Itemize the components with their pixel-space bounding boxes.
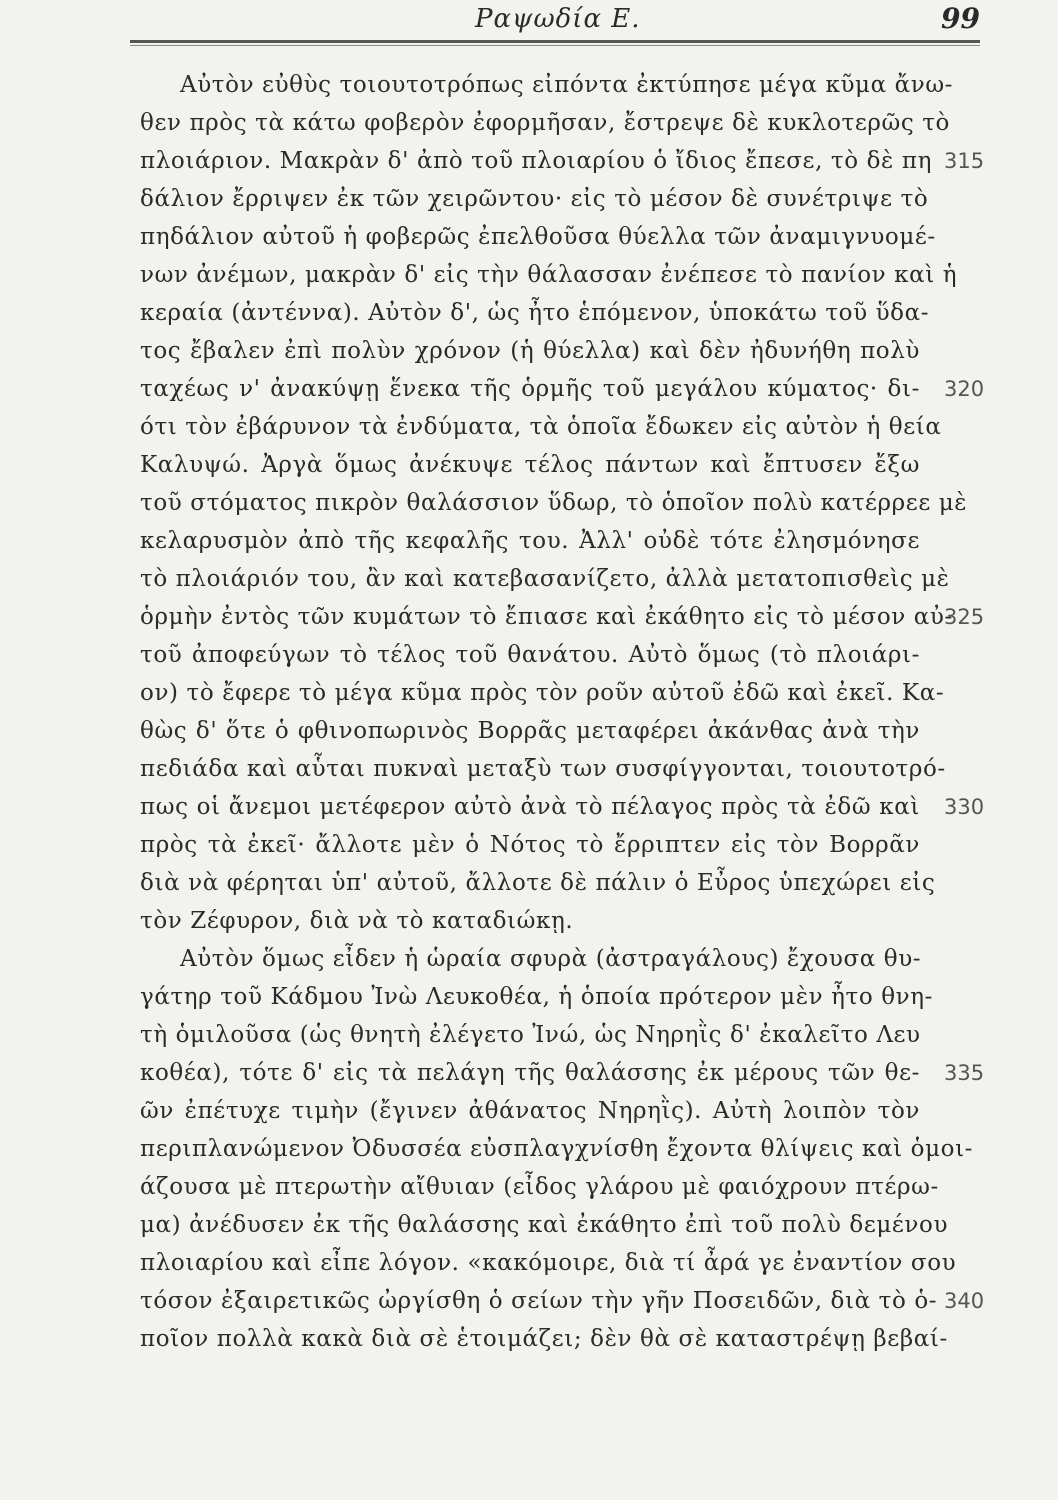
header-rule-thin — [130, 45, 980, 46]
line-number: 340 — [944, 1289, 985, 1313]
text-line: γάτηρ τοῦ Κάδμου Ἰνὼ Λευκοθέα, ἡ ὁποία πρότερον μὲν ἦτο θνη- — [140, 984, 933, 1010]
text-line: πρὸς τὰ ἐκεῖ· ἄλλοτε μὲν ὁ Νότος τὸ ἔρριπτεν εἰς τὸν Βορρᾶν — [140, 832, 920, 858]
line-number: 325 — [944, 605, 985, 629]
text-line: πηδάλιον αὐτοῦ ἡ φοβερῶς ἐπελθοῦσα θύελλα τῶν ἀναμιγνυομέ- — [140, 224, 936, 250]
text-line: ποῖον πολλὰ κακὰ διὰ σὲ ἑτοιμάζει; δὲν θὰ σὲ καταστρέψῃ βεβαί- — [140, 1326, 948, 1352]
text-line: κεραία (ἀντέννα). Αὐτὸν δ', ὡς ἦτο ἑπόμενον, ὑποκάτω τοῦ ὕδα- — [140, 300, 930, 326]
text-line: Αὐτὸν εὐθὺς τοιουτοτρόπως εἰπόντα ἐκτύπησε μέγα κῦμα ἄνω- — [180, 72, 954, 98]
text-line: μα) ἀνέδυσεν ἐκ τῆς θαλάσσης καὶ ἐκάθητο ἐπὶ τοῦ πολὺ δεμένου — [140, 1212, 949, 1238]
text-line: Καλυψώ. Ἀργὰ ὅμως ἀνέκυψε τέλος πάντων καὶ ἔπτυσεν ἔξω — [140, 452, 920, 478]
page-number: 99 — [941, 2, 980, 35]
text-line: τόσον ἐξαιρετικῶς ὠργίσθη ὁ σείων τὴν γῆν Ποσειδῶν, διὰ τὸ ὁ- — [140, 1288, 938, 1314]
line-number: 315 — [944, 149, 985, 173]
text-line: δάλιον ἔρριψεν ἐκ τῶν χειρῶντου· εἰς τὸ μέσον δὲ συνέτριψε τὸ — [140, 186, 929, 212]
text-line: περιπλανώμενον Ὀδυσσέα εὐσπλαγχνίσθη ἔχοντα θλίψεις καὶ ὁμοι- — [140, 1136, 974, 1162]
text-line: πλοιαρίου καὶ εἶπε λόγον. «κακόμοιρε, διὰ τί ἆρά γε ἐναντίον σου — [140, 1250, 957, 1276]
text-line: ὁρμὴν ἐντὸς τῶν κυμάτων τὸ ἔπιασε καὶ ἐκάθητο εἰς τὸ μέσον αὐ- — [140, 604, 953, 630]
text-line: άζουσα μὲ πτερωτὴν αἴθυιαν (εἶδος γλάρου μὲ φαιόχρουν πτέρω- — [140, 1174, 939, 1200]
text-line: κοθέα), τότε δ' εἰς τὰ πελάγη τῆς θαλάσσης ἐκ μέρους τῶν θε- — [140, 1060, 920, 1086]
text-line: Αὐτὸν ὅμως εἶδεν ἡ ὡραία σφυρὰ (ἀστραγάλους) ἔχουσα θυ- — [180, 946, 922, 972]
line-number: 320 — [944, 377, 985, 401]
line-number: 330 — [944, 795, 985, 819]
text-line: πλοιάριον. Μακρὰν δ' ἀπὸ τοῦ πλοιαρίου ὁ ἴδιος ἔπεσε, τὸ δὲ πη — [140, 148, 932, 174]
text-line: τοῦ στόματος πικρὸν θαλάσσιον ὕδωρ, τὸ ὁποῖον πολὺ κατέρρεε μὲ — [140, 490, 968, 516]
text-line: τὸ πλοιάριόν του, ἂν καὶ κατεβασανίζετο, ἀλλὰ μετατοπισθεὶς μὲ — [140, 566, 950, 592]
text-line: ῶν ἐπέτυχε τιμὴν (ἔγινεν ἀθάνατος Νηρηῒς). Αὐτὴ λοιπὸν τὸν — [140, 1098, 920, 1124]
text-line: τοῦ ἀποφεύγων τὸ τέλος τοῦ θανάτου. Αὐτὸ ὅμως (τὸ πλοιάρι- — [140, 642, 920, 668]
line-number: 335 — [944, 1061, 985, 1085]
text-line: θεν πρὸς τὰ κάτω φοβερὸν ἐφορμῆσαν, ἔστρεψε δὲ κυκλοτερῶς τὸ — [140, 110, 951, 136]
text-line: θὼς δ' ὅτε ὁ φθινοπωρινὸς Βορρᾶς μεταφέρει ἀκάνθας ἀνὰ τὴν — [140, 718, 920, 744]
header-rule — [130, 40, 980, 43]
text-line: τος ἔβαλεν ἐπὶ πολὺν χρόνον (ἡ θύελλα) καὶ δὲν ἠδυνήθη πολὺ — [140, 338, 920, 364]
text-line: ταχέως ν' ἀνακύψῃ ἕνεκα τῆς ὁρμῆς τοῦ μεγάλου κύματος· δι- — [140, 376, 920, 402]
text-line: ότι τὸν ἐβάρυνον τὰ ἐνδύματα, τὰ ὁποῖα ἔδωκεν εἰς αὐτὸν ἡ θεία — [140, 414, 942, 440]
text-line: τὸν Ζέφυρον, διὰ νὰ τὸ καταδιώκῃ. — [140, 908, 574, 934]
text-line: νων ἀνέμων, μακρὰν δ' εἰς τὴν θάλασσαν ἐνέπεσε τὸ πανίον καὶ ἡ — [140, 262, 958, 288]
text-line: τὴ ὁμιλοῦσα (ὡς θνητὴ ἐλέγετο Ἰνώ, ὡς Νηρηῒς δ' ἐκαλεῖτο Λευ — [140, 1022, 921, 1048]
text-line: πεδιάδα καὶ αὗται πυκναὶ μεταξὺ των συσφίγγονται, τοιουτοτρό- — [140, 756, 946, 782]
text-line: πως οἱ ἄνεμοι μετέφερον αὐτὸ ἀνὰ τὸ πέλαγος πρὸς τὰ ἐδῶ καὶ — [140, 794, 920, 820]
text-line: διὰ νὰ φέρηται ὑπ' αὐτοῦ, ἄλλοτε δὲ πάλιν ὁ Εὖρος ὑπεχώρει εἰς — [140, 870, 936, 896]
page-title: Ραψωδία Ε. — [475, 4, 641, 34]
text-line: κελαρυσμὸν ἀπὸ τῆς κεφαλῆς του. Ἀλλ' οὐδὲ τότε ἐλησμόνησε — [140, 528, 920, 554]
text-line: ον) τὸ ἔφερε τὸ μέγα κῦμα πρὸς τὸν ροῦν αὐτοῦ ἐδῶ καὶ ἐκεῖ. Κα- — [140, 680, 945, 706]
page-header — [130, 4, 980, 40]
